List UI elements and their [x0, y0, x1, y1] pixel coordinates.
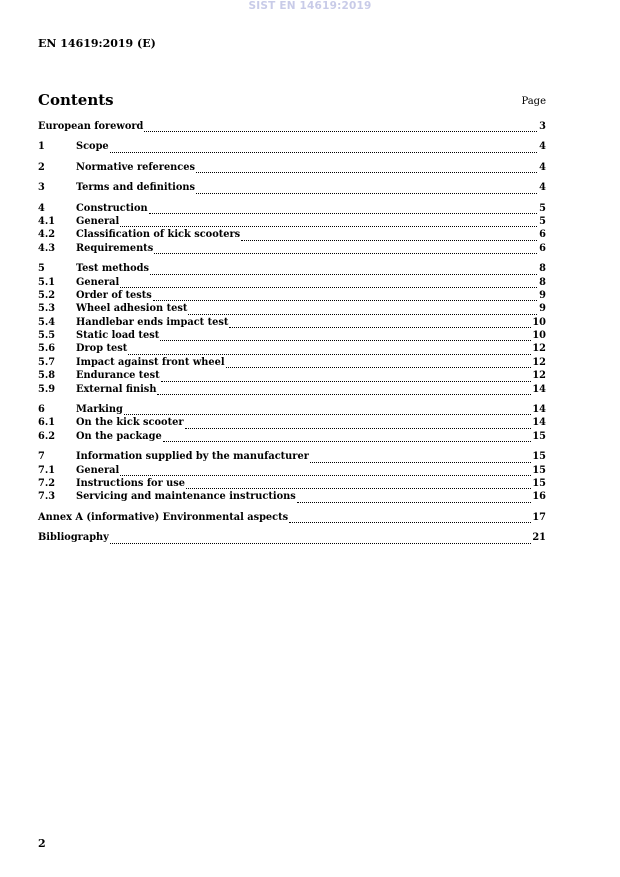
dot-leader	[310, 461, 532, 463]
toc-entry[interactable]	[38, 216, 546, 229]
toc-entry-number: 5.7	[38, 356, 56, 368]
toc-entry-title: General	[76, 464, 120, 476]
dot-leader	[196, 192, 537, 194]
toc-entry-number: 3	[38, 182, 45, 194]
toc-entry-page: 8	[539, 276, 546, 288]
toc-entry[interactable]	[38, 182, 546, 195]
dot-leader	[185, 427, 532, 429]
toc-entry-page: 17	[532, 511, 546, 523]
toc-entry-page: 16	[532, 491, 546, 503]
table-of-contents	[38, 121, 546, 546]
toc-entry-title: Wheel adhesion test	[76, 303, 188, 315]
toc-entry-page: 10	[532, 316, 546, 328]
toc-entry[interactable]	[38, 491, 546, 504]
dot-leader	[229, 326, 531, 328]
toc-entry-page: 5	[539, 202, 546, 214]
toc-entry-number: 5.2	[38, 289, 56, 301]
toc-entry-title: Impact against front wheel	[76, 356, 225, 368]
toc-entry-title: Classification of kick scooters	[76, 229, 241, 241]
toc-entry-page: 9	[539, 289, 546, 301]
toc-entry[interactable]	[38, 330, 546, 343]
toc-entry-number: 4	[38, 202, 45, 214]
toc-entry[interactable]	[38, 357, 546, 370]
toc-entry-title: General	[76, 215, 120, 227]
toc-entry[interactable]	[38, 417, 546, 430]
toc-entry-title: European foreword	[38, 121, 144, 132]
toc-entry-page: 12	[532, 370, 546, 382]
toc-entry-title: General	[76, 276, 120, 288]
toc-entry-number: 4.3	[38, 242, 56, 254]
dot-leader	[128, 353, 531, 355]
toc-entry-number: 7.1	[38, 464, 56, 476]
toc-entry[interactable]	[38, 512, 546, 525]
toc-entry-page: 9	[539, 303, 546, 315]
toc-entry-number: 5.1	[38, 276, 56, 288]
dot-leader	[196, 171, 537, 173]
toc-entry[interactable]	[38, 121, 546, 134]
toc-entry-number: 5.3	[38, 303, 56, 315]
toc-entry-title: Terms and definitions	[76, 182, 196, 194]
toc-entry-page: 14	[532, 417, 546, 429]
dot-leader	[120, 474, 531, 476]
toc-entry[interactable]	[38, 229, 546, 242]
toc-entry-number: 6.2	[38, 430, 56, 442]
dot-leader	[188, 313, 537, 315]
dot-leader	[110, 151, 537, 153]
dot-leader	[149, 212, 537, 214]
toc-entry-number: 4.1	[38, 215, 56, 227]
toc-entry-title: Information supplied by the manufacturer	[76, 451, 309, 463]
dot-leader	[120, 225, 537, 227]
toc-entry-title: Static load test	[76, 330, 160, 342]
toc-entry-title: Servicing and maintenance instructions	[76, 491, 296, 503]
dot-leader	[160, 339, 531, 341]
toc-entry-number: 6.1	[38, 417, 56, 429]
toc-entry[interactable]	[38, 263, 546, 276]
dot-leader	[289, 521, 531, 523]
dot-leader	[150, 273, 537, 275]
toc-entry-number: 7	[38, 451, 45, 463]
toc-entry-page: 5	[539, 215, 546, 227]
toc-entry-page: 15	[532, 464, 546, 476]
toc-entry-page: 21	[532, 532, 546, 544]
dot-leader	[144, 130, 537, 132]
toc-entry-number: 7.2	[38, 477, 56, 489]
toc-entry-number: 5	[38, 263, 45, 275]
toc-entry-title: Scope	[76, 141, 109, 153]
toc-entry-number: 5.4	[38, 316, 56, 328]
toc-entry-page: 6	[539, 242, 546, 254]
toc-entry-page: 4	[539, 182, 546, 194]
toc-entry-page: 12	[532, 356, 546, 368]
toc-entry-title: Annex A (informative) Environmental aspects	[38, 511, 289, 523]
document-id: EN 14619:2019 (E)	[38, 37, 156, 50]
toc-entry-title: Normative references	[76, 161, 196, 173]
toc-entry-title: Endurance test	[76, 370, 160, 382]
toc-entry-title: On the kick scooter	[76, 417, 184, 429]
toc-entry-title: Handlebar ends impact test	[76, 316, 229, 328]
toc-entry-title: Construction	[76, 202, 148, 214]
dot-leader	[110, 542, 532, 544]
toc-entry-page: 12	[532, 343, 546, 355]
toc-entry-number: 5.6	[38, 343, 56, 355]
dot-leader	[186, 487, 531, 489]
toc-entry-title: Test methods	[76, 263, 149, 275]
toc-entry-number: 4.2	[38, 229, 56, 241]
toc-entry-number: 5.5	[38, 330, 56, 342]
toc-entry-number: 6	[38, 404, 45, 416]
toc-entry-page: 15	[532, 430, 546, 442]
toc-entry-title: Marking	[76, 404, 123, 416]
toc-entry-title: Instructions for use	[76, 477, 186, 489]
toc-entry-page: 14	[532, 404, 546, 416]
toc-entry[interactable]	[38, 317, 546, 330]
toc-entry[interactable]	[38, 203, 546, 216]
toc-entry-number: 5.9	[38, 383, 56, 395]
toc-entry-page: 4	[539, 161, 546, 173]
dot-leader	[157, 393, 531, 395]
dot-leader	[163, 440, 532, 442]
toc-entry-page: 15	[532, 451, 546, 463]
dot-leader	[154, 252, 537, 254]
contents-title: Contents	[38, 91, 114, 109]
toc-entry[interactable]	[38, 243, 546, 256]
dot-leader	[153, 299, 537, 301]
toc-entry-page: 8	[539, 263, 546, 275]
dot-leader	[241, 239, 537, 241]
dot-leader	[124, 413, 532, 415]
toc-entry-page: 6	[539, 229, 546, 241]
dot-leader	[120, 286, 537, 288]
toc-entry[interactable]	[38, 162, 546, 175]
watermark: SIST EN 14619:2019	[248, 0, 372, 12]
toc-entry[interactable]	[38, 290, 546, 303]
toc-entry-page: 4	[539, 141, 546, 153]
dot-leader	[297, 501, 532, 503]
toc-entry[interactable]	[38, 343, 546, 356]
dot-leader	[226, 366, 532, 368]
toc-entry-page: 3	[539, 121, 546, 132]
toc-entry[interactable]	[38, 303, 546, 316]
toc-entry[interactable]	[38, 431, 546, 444]
toc-entry-number: 5.8	[38, 370, 56, 382]
toc-entry[interactable]	[38, 478, 546, 491]
toc-entry-title: Requirements	[76, 242, 154, 254]
toc-entry[interactable]	[38, 141, 546, 154]
toc-entry-number: 1	[38, 141, 45, 153]
toc-entry[interactable]	[38, 465, 546, 478]
toc-entry-title: On the package	[76, 430, 162, 442]
toc-entry-page: 14	[532, 383, 546, 395]
toc-entry-page: 10	[532, 330, 546, 342]
toc-entry-title: Drop test	[76, 343, 128, 355]
toc-entry-number: 7.3	[38, 491, 56, 503]
toc-entry[interactable]	[38, 404, 546, 417]
toc-entry[interactable]	[38, 370, 546, 383]
page-number: 2	[38, 837, 46, 850]
toc-entry-number: 2	[38, 161, 45, 173]
toc-entry-page: 15	[532, 477, 546, 489]
toc-entry-title: Order of tests	[76, 289, 152, 301]
toc-entry[interactable]	[38, 384, 546, 397]
dot-leader	[161, 380, 532, 382]
page-column-label: Page	[521, 96, 546, 107]
toc-entry[interactable]	[38, 277, 546, 290]
toc-entry-title: Bibliography	[38, 532, 109, 544]
toc-entry-title: External finish	[76, 383, 157, 395]
toc-entry[interactable]	[38, 532, 546, 545]
toc-entry[interactable]	[38, 451, 546, 464]
